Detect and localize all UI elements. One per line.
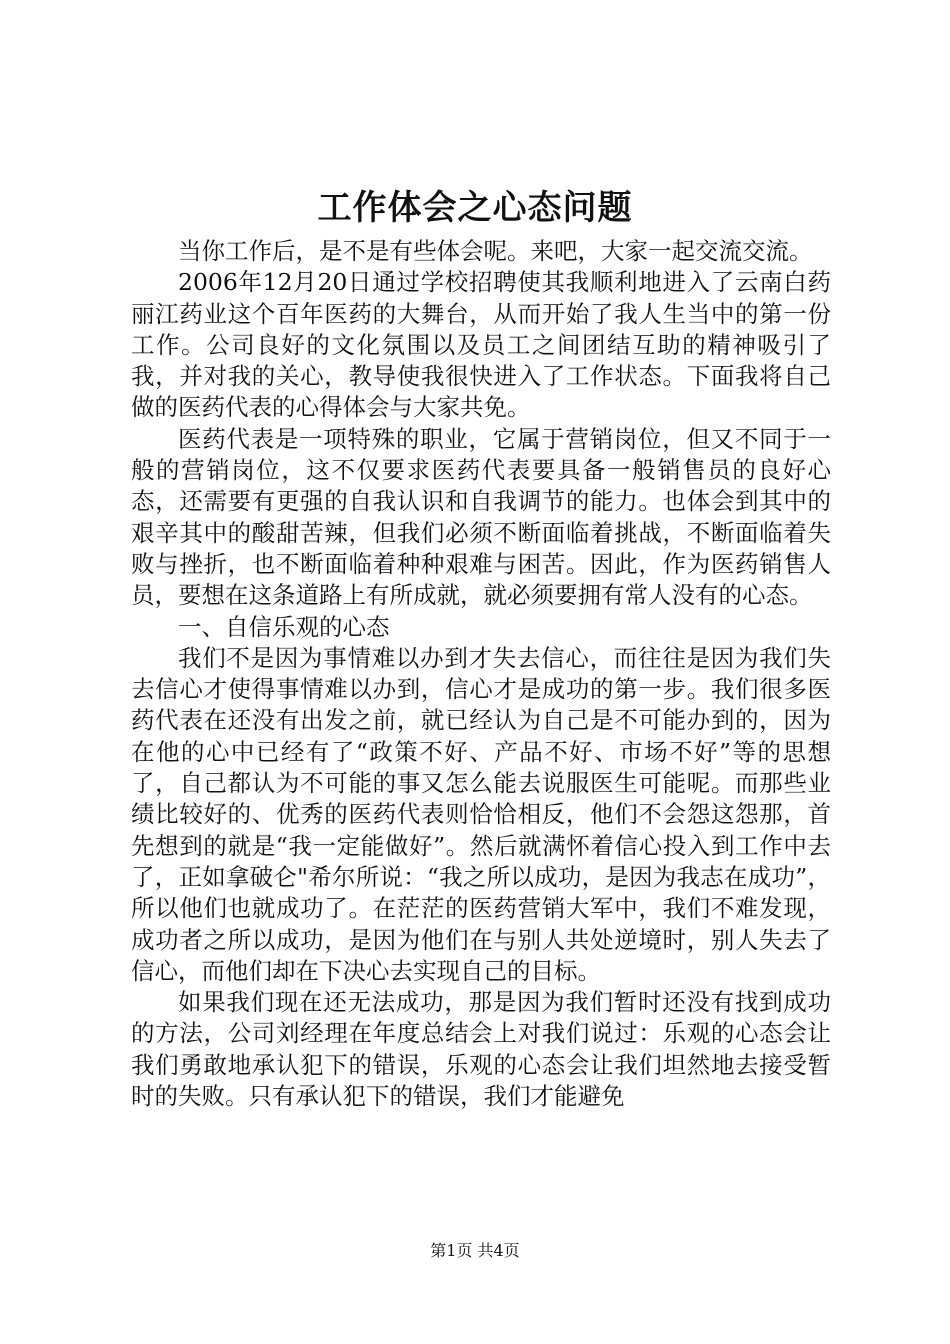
page-footer [0,1240,950,1262]
section-heading-confidence: 一、自信乐观的心态 [178,612,390,641]
document-body [131,236,831,1112]
page-total: 共4页 [477,1241,520,1260]
document-title: 工作体会之心态问题 [317,188,633,228]
paragraph-confidence: 我们不是因为事情难以办到才失去信心，而往往是因为我们失去信心才使得事情难以办到，信心才是成功的第一步。我们很多医药代表在还没有出发之前，就已经认为自己是不可能办到的，因为在他的心中已经有了“政策不好、产品不好、市场不好”等的思想了，自己都认为不可能的事又怎么能去说服医生可能呢。而那些业绩比较好的、优秀的医药代表则恰恰相反，他们不会怨这怨那，首先想到的就是“我一定能做好”。然后就满怀着信心投入到工作中去了，正如拿破仑"希尔所说：“我之所以成功，是因为我志在成功”，所以他们也就成功了。在茫茫的医药营销大军中，我们不难发现，成功者之所以成功，是因为他们在与别人共处逆境时，别人失去了信心，而他们却在下决心去实现自己的目标。 [131,643,831,985]
page-number: 第1页 [430,1241,473,1260]
paragraph-intro: 当你工作后，是不是有些体会呢。来吧，大家一起交流交流。 [178,237,813,265]
paragraph-joining: 2006年12月20日通过学校招聘使其我顺利地进入了云南白药丽江药业这个百年医药的大舞台，从而开始了我人生当中的第一份工作。公司良好的文化氛围以及员工之间团结互助的精神吸引了我，并对我的关心，教导使我很快进入了工作状态。下面我将自己做的医药代表的心得体会与大家共免。 [131,268,831,422]
paragraph-profession: 医药代表是一项特殊的职业，它属于营销岗位，但又不同于一般的营销岗位，这不仅要求医药代表要具备一般销售员的良好心态，还需要有更强的自我认识和自我调节的能力。也体会到其中的艰辛其中的酸甜苦辣，但我们必须不断面临着挑战，不断面临着失败与挫折，也不断面临着种种艰难与困苦。因此，作为医药销售人员，要想在这条道路上有所成就，就必须要拥有常人没有的心态。 [131,424,831,610]
paragraph-optimism: 如果我们现在还无法成功，那是因为我们暂时还没有找到成功的方法，公司刘经理在年度总结会上对我们说过：乐观的心态会让我们勇敢地承认犯下的错误，乐观的心态会让我们坦然地去接受暂时的失败。只有承认犯下的错误，我们才能避免 [131,988,831,1111]
